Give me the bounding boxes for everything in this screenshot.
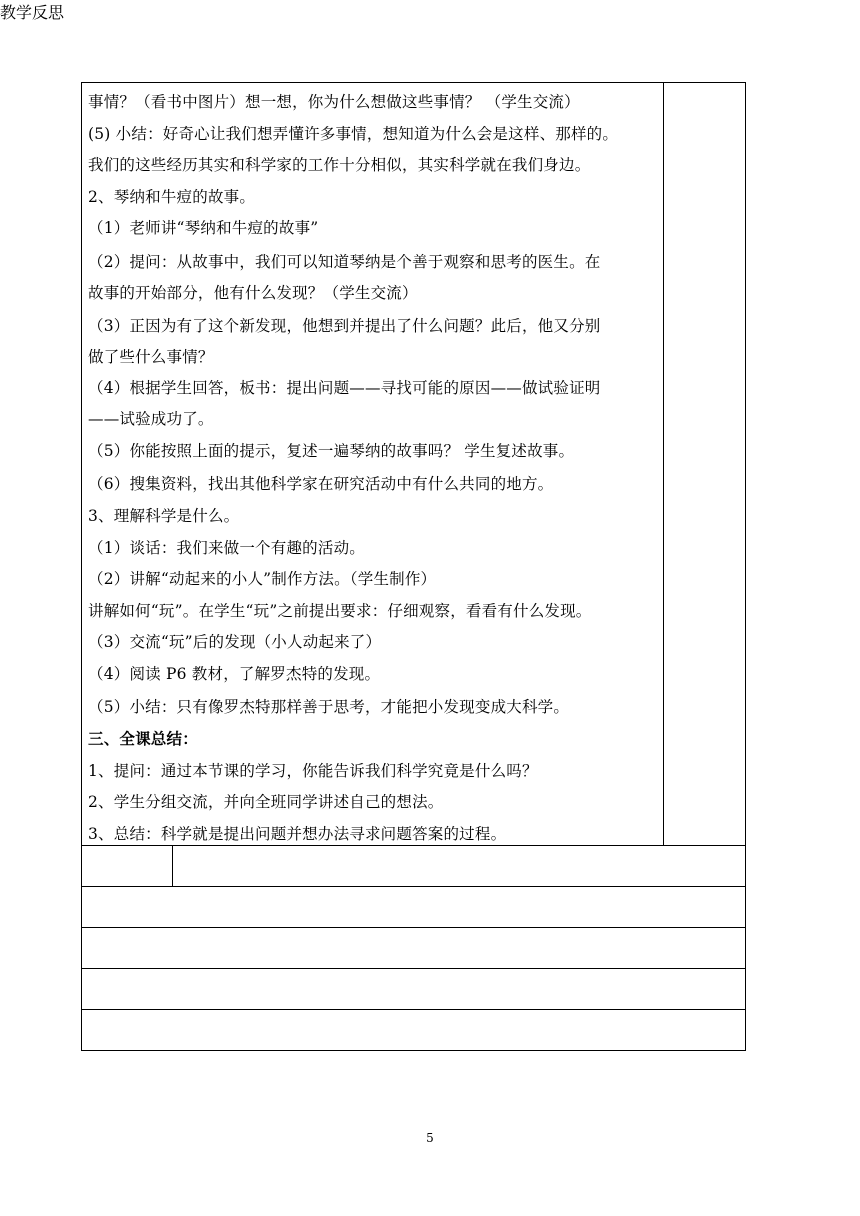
content-line: 3、总结：科学就是提出问题并想办法寻求问题答案的过程。 (88, 825, 507, 843)
content-line: 做了些什么事情？ (88, 348, 214, 366)
content-line: 2、琴纳和牛痘的故事。 (88, 188, 256, 206)
reflection-label: 教学反思 (0, 3, 65, 22)
content-line: （2）提问：从故事中，我们可以知道琴纳是个善于观察和思考的医生。在 (88, 253, 601, 271)
reflection-row-line-4 (81, 1009, 746, 1010)
reflection-row-line-2 (81, 927, 746, 928)
content-line: 1、提问：通过本节课的学习，你能告诉我们科学究竟是什么吗？ (88, 762, 538, 780)
reflection-row-line-3 (81, 968, 746, 969)
content-line: 故事的开始部分，他有什么发现？（学生交流） (88, 284, 418, 302)
content-line: (5) 小结：好奇心让我们想弄懂许多事情，想知道为什么会是这样、那样的。 (88, 125, 619, 143)
content-line: （5）小结：只有像罗杰特那样善于思考，才能把小发现变成大科学。 (88, 698, 570, 716)
content-line: 我们的这些经历其实和科学家的工作十分相似，其实科学就在我们身边。 (88, 156, 591, 174)
content-line: ——试验成功了。 (88, 410, 214, 428)
content-line: （5）你能按照上面的提示，复述一遍琴纳的故事吗？ 学生复述故事。 (88, 442, 575, 460)
content-line: （4）根据学生回答，板书：提出问题——寻找可能的原因——做试验证明 (88, 379, 601, 397)
reflection-row-line-1 (81, 886, 746, 887)
page-number: 5 (426, 1131, 434, 1145)
content-row-bottom (81, 845, 746, 846)
content-line: （3）正因为有了这个新发现，他想到并提出了什么问题？此后，他又分别 (88, 317, 601, 335)
content-line: 讲解如何“玩”。在学生“玩”之前提出要求：仔细观察，看看有什么发现。 (88, 602, 592, 620)
content-line: （2）讲解“动起来的小人”制作方法。（学生制作） (88, 570, 437, 588)
section-heading: 三、全课总结： (88, 729, 198, 748)
content-line: （4）阅读 P6 教材，了解罗杰特的发现。 (88, 665, 381, 683)
content-line: 2、学生分组交流，并向全班同学讲述自己的想法。 (88, 793, 444, 811)
content-line: （6）搜集资料，找出其他科学家在研究活动中有什么共同的地方。 (88, 475, 554, 493)
content-line: 3、理解科学是什么。 (88, 507, 240, 525)
content-line: 事情？（看书中图片）想一想，你为什么想做这些事情？ （学生交流） (88, 93, 580, 111)
content-line: （1）谈话：我们来做一个有趣的活动。 (88, 539, 365, 557)
content-line: （1）老师讲“琴纳和牛痘的故事” (88, 219, 319, 237)
right-column-divider (663, 82, 664, 845)
content-line: （3）交流“玩”后的发现（小人动起来了） (88, 633, 382, 651)
reflection-label-divider (172, 845, 173, 886)
